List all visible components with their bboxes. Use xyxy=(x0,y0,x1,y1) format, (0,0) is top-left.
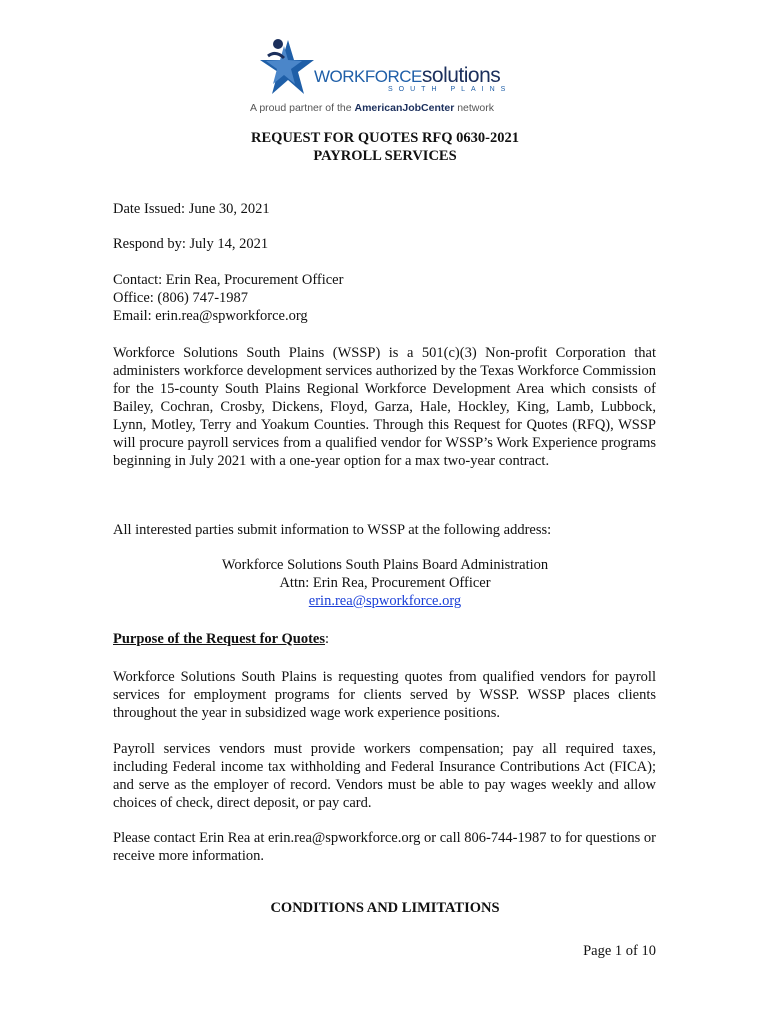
address-email-link[interactable] xyxy=(0,593,770,610)
logo-region: SOUTH PLAINS xyxy=(388,86,512,93)
address-line-2: Attn: Erin Rea, Procurement Officer xyxy=(279,575,491,591)
purpose-paragraph-3: Please contact Erin Rea at erin.rea@spworkforce.org or call 806-744-1987 to for questions or receive more information. xyxy=(113,830,656,864)
logo-wordmark: WORKFORCEsolutions xyxy=(314,64,501,87)
purpose-paragraph-2: Payroll services vendors must provide workers compensation; pay all required taxes, including Federal income tax withholding and Federal Insurance Contributions Act (FICA); and serve as the employer of record. Vendors must be able to pay wages weekly and allow choices of check, direct deposit, or pay card. xyxy=(113,741,656,811)
submit-intro: All interested parties submit information to WSSP at the following address: xyxy=(113,522,552,538)
purpose-heading: Purpose of the Request for Quotes: xyxy=(113,631,330,647)
star-figure-icon xyxy=(254,36,316,102)
contact-line: Contact: Erin Rea, Procurement Officer xyxy=(113,272,344,288)
address-line-1: Workforce Solutions South Plains Board Administration xyxy=(221,557,549,573)
logo-tagline: A proud partner of the AmericanJobCenter network xyxy=(250,102,494,114)
office-line: Office: (806) 747-1987 xyxy=(113,290,249,306)
document-subtitle: PAYROLL SERVICES xyxy=(313,148,457,164)
email-link[interactable]: erin.rea@spworkforce.org xyxy=(308,593,462,609)
purpose-paragraph-1: Workforce Solutions South Plains is requesting quotes from qualified vendors for payroll services for employment programs for clients served by WSSP. WSSP places clients throughout the year in subsidized wage work experience positions. xyxy=(113,669,656,721)
email-line: Email: erin.rea@spworkforce.org xyxy=(113,308,308,324)
conditions-heading: CONDITIONS AND LIMITATIONS xyxy=(270,900,500,916)
document-title: REQUEST FOR QUOTES RFQ 0630-2021 xyxy=(250,130,520,146)
workforce-solutions-logo xyxy=(248,34,538,118)
intro-paragraph: Workforce Solutions South Plains (WSSP) is a 501(c)(3) Non-profit Corporation that administers workforce development services authorized by the Texas Workforce Commission for the 15-county South Plains Regional Workforce Development Area which consists of Bailey, Cochran, Crosby, Dickens, Floyd, Garza, Hale, Hockley, King, Lamb, Lubbock, Lynn, Motley, Terry and Yoakum Counties. Through this Request for Quotes (RFQ), WSSP will procure payroll services from a qualified vendor for WSSP’s Work Experience programs beginning in July 2021 with a one-year option for a max two-year contract. xyxy=(113,345,656,469)
respond-by: Respond by: July 14, 2021 xyxy=(113,236,269,252)
page-number: Page 1 of 10 xyxy=(583,943,656,959)
date-issued: Date Issued: June 30, 2021 xyxy=(113,201,270,217)
